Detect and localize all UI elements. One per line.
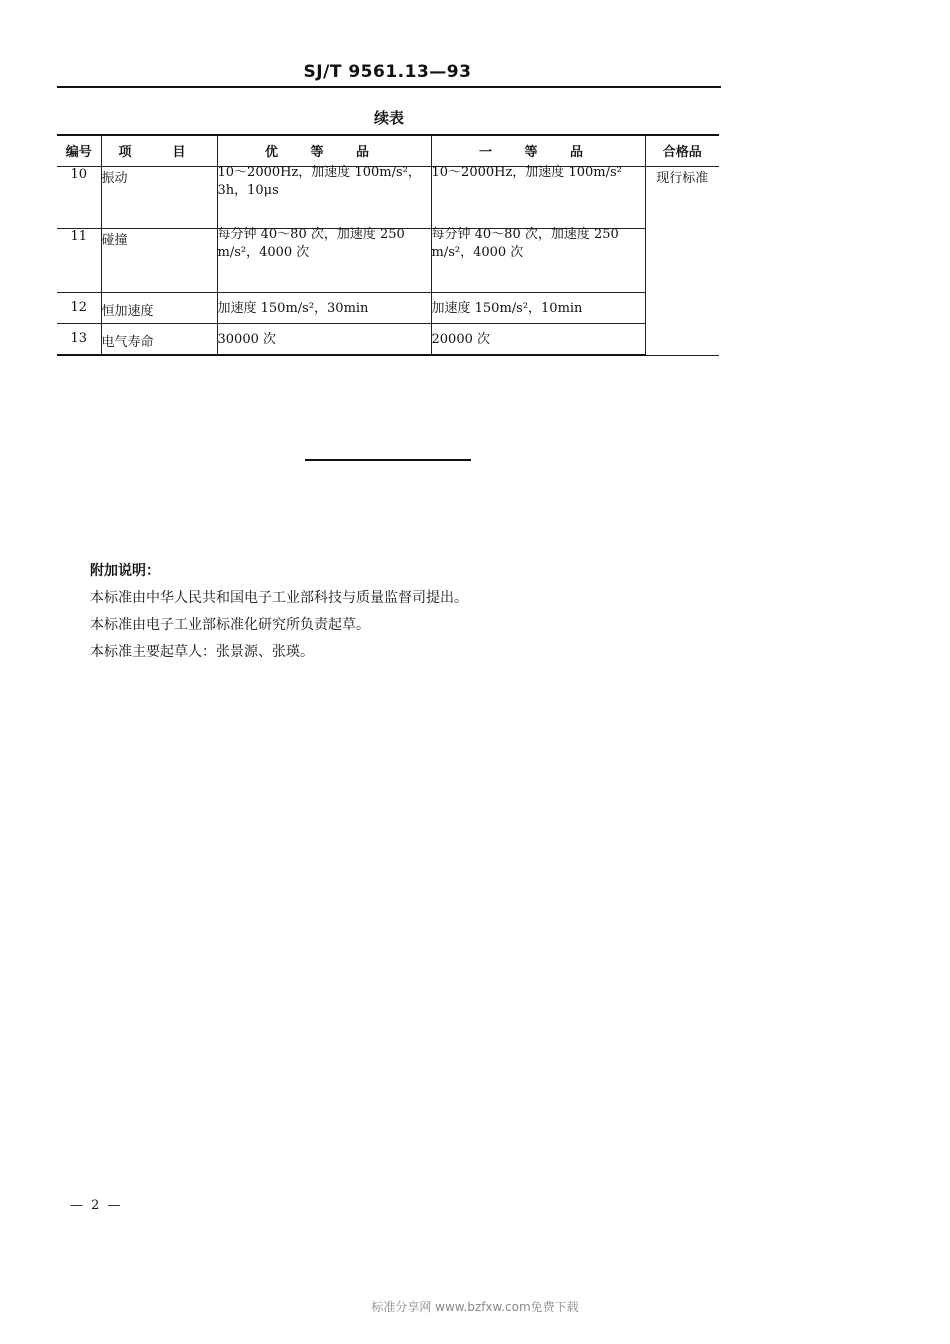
first-grade-line: 20000 次 [431, 331, 490, 347]
first-grade-line: 加速度 150m/s²，10min [431, 300, 583, 316]
table-caption: 续表 [373, 109, 404, 127]
col-header-number: 编号 [57, 135, 101, 166]
standard-code: SJ/T 9561.13—93 [303, 62, 472, 82]
row-item: 振动 [101, 166, 217, 228]
notes-line: 本标准由电子工业部标准化研究所负责起草。 [90, 617, 370, 633]
col-header-qualified: 合格品 [645, 135, 719, 166]
notes-line: 本标准由中华人民共和国电子工业部科技与质量监督司提出。 [90, 590, 468, 606]
row-first-grade [431, 166, 645, 228]
table-row [57, 292, 719, 323]
col-header-first-grade: 一 等 品 [431, 135, 645, 166]
specification-table [57, 134, 719, 356]
row-item: 电气寿命 [101, 323, 217, 355]
premium-line: 3h，10μs [217, 182, 279, 198]
footer-watermark: 标准分享网 www.bzfxw.com免费下载 [371, 1300, 579, 1314]
first-grade-line: m/s²，4000 次 [431, 244, 524, 260]
row-premium [217, 292, 431, 323]
row-number: 12 [57, 292, 101, 323]
premium-line: 每分钟 40～80 次，加速度 250 [217, 226, 405, 242]
row-first-grade [431, 323, 645, 355]
table-row [57, 166, 719, 228]
row-premium [217, 166, 431, 228]
notes-title: 附加说明： [90, 563, 160, 579]
col-header-premium: 优 等 品 [217, 135, 431, 166]
premium-line: 30000 次 [217, 331, 276, 347]
row-first-grade [431, 292, 645, 323]
qualified-cell: 现行标准 [645, 166, 719, 355]
row-item: 碰撞 [101, 228, 217, 292]
row-premium [217, 323, 431, 355]
row-number: 11 [57, 228, 101, 292]
row-number: 10 [57, 166, 101, 228]
premium-line: 10～2000Hz，加速度 100m/s²， [217, 164, 421, 180]
row-number: 13 [57, 323, 101, 355]
header-rule [57, 86, 721, 88]
first-grade-line: 10～2000Hz，加速度 100m/s² [431, 164, 622, 180]
table-row [57, 323, 719, 355]
table-row [57, 228, 719, 292]
section-divider [305, 459, 471, 461]
notes-line: 本标准主要起草人：张景源、张瑛。 [90, 644, 314, 660]
row-premium [217, 228, 431, 292]
additional-notes [90, 558, 468, 666]
row-first-grade [431, 228, 645, 292]
first-grade-line: 每分钟 40～80 次，加速度 250 [431, 226, 619, 242]
col-header-item: 项 目 [101, 135, 217, 166]
premium-line: m/s²，4000 次 [217, 244, 310, 260]
row-item: 恒加速度 [101, 292, 217, 323]
premium-line: 加速度 150m/s²，30min [217, 300, 369, 316]
page-number: — 2 — [70, 1198, 123, 1213]
